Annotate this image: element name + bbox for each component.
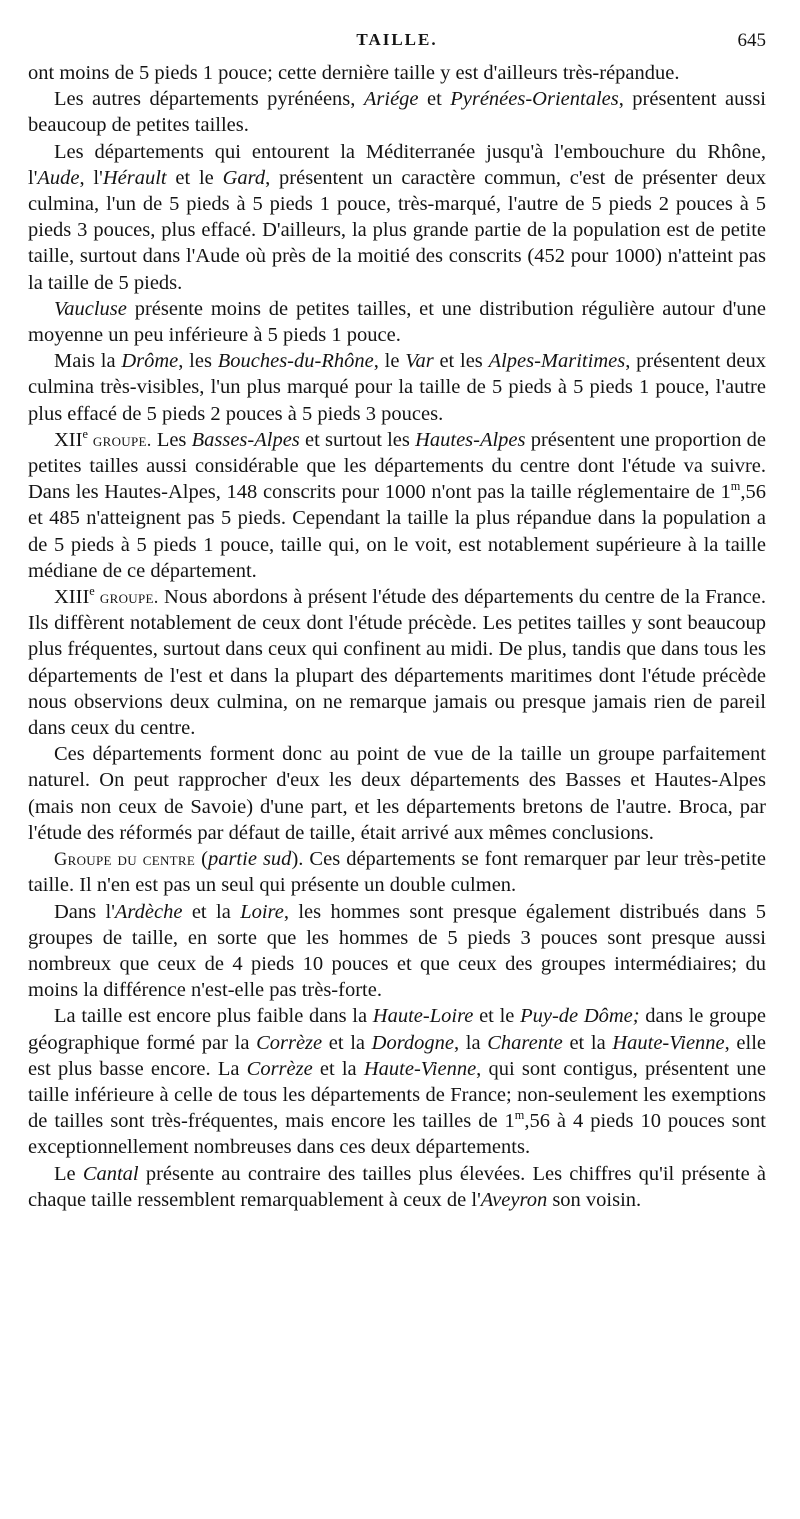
- paragraph-group-13: XIIIe groupe. Nous abordons à présent l'étude des départements du centre de la France. Ils diffèrent notablement de ceux dont l'étude précède. Les petites tailles y sont beaucoup plus fréquentes, surtout dans ceux qui confinent au midi. De plus, tandis que dans tous les départements de l'est et dans la plupart des départements maritimes dont l'étude précède nous observions deux culmina, on ne remarque jamais ou presque jamais rien de pareil dans ceux du centre.: [28, 584, 766, 740]
- paragraph-2: Les autres départements pyrénéens, Ariége et Pyrénées-Orientales, présentent aussi beaucoup de petites tailles.: [28, 88, 767, 137]
- paragraph-11: La taille est encore plus faible dans la Haute-Loire et le Puy-de Dôme; dans le groupe géographique formé par la Corrèze et la Dordogne, la Charente et la Haute-Vienne, elle est plus basse encore. La Corrèze et la Haute-Vienne, qui sont contigus, présentent une taille inférieure à celle de tous les départements de France; non-seulement les exemptions de tailles sont très-fréquentes, mais encore les tailles de 1$^m$,56 à 4 pieds 10 pouces sont exceptionnellement nombreuses dans ces deux départements.: [28, 1005, 767, 1159]
- paragraph-4: Vaucluse présente moins de petites tailles, et une distribution régulière autour d'une moyenne un peu inférieure à 5 pieds 1 pouce.: [28, 297, 766, 347]
- group-number: XIII: [54, 586, 90, 609]
- page-header: [28, 30, 766, 54]
- paragraph-5: Mais la Drôme, les Bouches-du-Rhône, le Var et les Alpes-Maritimes, présentent deux culmina très-visibles, l'un plus marqué pour la taille de 5 pieds à 5 pieds 1 pouce, l'autre plus effacé de 5 pieds 2 pouces à 5 pieds 3 pouces.: [28, 350, 766, 425]
- paragraph-8: Ces départements forment donc au point de vue de la taille un groupe parfaitement naturel. On peut rapprocher d'eux les deux départements des Basses et Hautes-Alpes (mais non ceux de Savoie) d'une part, et les départements bretons de l'autre. Broca, par l'étude des réformés par défaut de taille, était arrivé aux mêmes conclusions.: [28, 743, 766, 844]
- paragraph-group-12: XIIe groupe. Les Basses-Alpes et surtout les Hautes-Alpes présentent une proportion de petites tailles aussi considérable que les départements du centre dont l'étude va suivre. Dans les Hautes-Alpes, 148 conscrits pour 1000 n'ont pas la taille réglementaire de 1$^m$,56 et 485 n'atteignent pas 5 pieds. Cependant la taille la plus répandue dans la population a de 5 pieds à 5 pieds 1 pouce, taille qui, on le voit, est notablement supérieure à la taille médiane de ce département.: [28, 427, 766, 582]
- text-body: [28, 60, 766, 1213]
- paragraph-10: Dans l'Ardèche et la Loire, les hommes sont presque également distribués dans 5 groupes de taille, en sorte que les hommes de 5 pieds 3 pouces sont presque aussi nombreux que ceux de 4 pieds 10 pouces et que ceux des groupes intermédiaires; du moins la différence n'est-elle pas très-forte.: [28, 900, 766, 1002]
- group-heading: groupe.: [87, 429, 152, 450]
- paragraph-3: Les départements qui entourent la Méditerranée jusqu'à l'embouchure du Rhône, l'Aude, l'Hérault et le Gard, présentent un caractère commun, c'est de présenter deux culmina, l'un de 5 pieds à 5 pieds 1 pouce, très-marqué, l'autre de 5 pieds 2 pouces à 5 pieds 3 pouces, plus effacé. D'ailleurs, la plus grande partie de la population est de petite taille, surtout dans l'Aude où près de la moitié des conscrits (452 pour 1000) n'atteint pas la taille de 5 pieds.: [28, 140, 767, 294]
- paragraph-1: ont moins de 5 pieds 1 pouce; cette dernière taille y est d'ailleurs très-répandue.: [28, 62, 680, 84]
- group-number: XII: [54, 428, 83, 451]
- paragraph-12: Le Cantal présente au contraire des tailles plus élevées. Les chiffres qu'il présente à chaque taille ressemblent remarquablement à ceux de l'Aveyron son voisin.: [28, 1162, 767, 1211]
- page-number: 645: [737, 30, 766, 51]
- paragraph-groupe-du-centre: Groupe du centre (partie sud). Ces départements se font remarquer par leur très-petite taille. Il n'en est pas un seul qui présente un double culmen.: [28, 848, 766, 897]
- running-title: TAILLE.: [356, 30, 438, 49]
- section-heading: Groupe du centre: [54, 849, 196, 870]
- group-heading: groupe.: [94, 587, 159, 608]
